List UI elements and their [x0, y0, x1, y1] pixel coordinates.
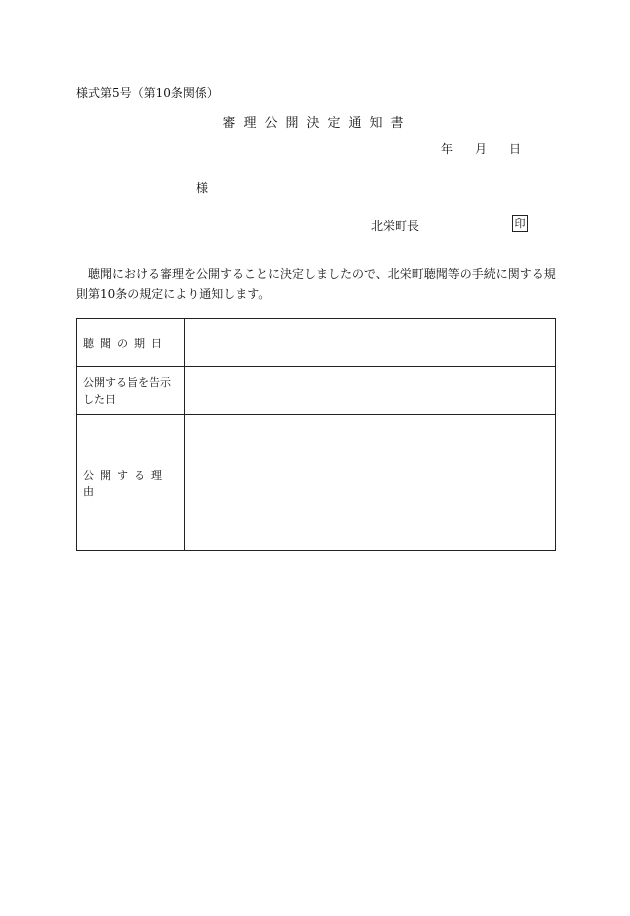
- notice-date-value: [185, 367, 556, 415]
- month-label: 月: [475, 142, 488, 156]
- table-row: [77, 367, 556, 415]
- seal-mark: 印: [512, 215, 528, 232]
- day-label: 日: [509, 142, 522, 156]
- body-text: 聴聞における審理を公開することに決定しましたので、北栄町聴聞等の手続に関する規則第10条の規定により通知します。: [76, 267, 556, 301]
- disclosure-reason-label: 公開する理由: [77, 415, 185, 551]
- notice-date-label: 公開する旨を告示した日: [77, 367, 185, 415]
- addressee-suffix: 様: [196, 181, 209, 195]
- date-line: [441, 140, 521, 157]
- hearing-date-value: [185, 319, 556, 367]
- info-table: [76, 318, 556, 551]
- disclosure-reason-value: [185, 415, 556, 551]
- year-label: 年: [441, 142, 454, 156]
- form-number: 様式第5号（第10条関係）: [76, 86, 219, 100]
- table-row: [77, 319, 556, 367]
- sender-name: 北栄町長: [371, 219, 420, 233]
- table-row: [77, 415, 556, 551]
- hearing-date-label: 聴聞の期日: [77, 319, 185, 367]
- document-title: 審理公開決定通知書: [222, 116, 412, 131]
